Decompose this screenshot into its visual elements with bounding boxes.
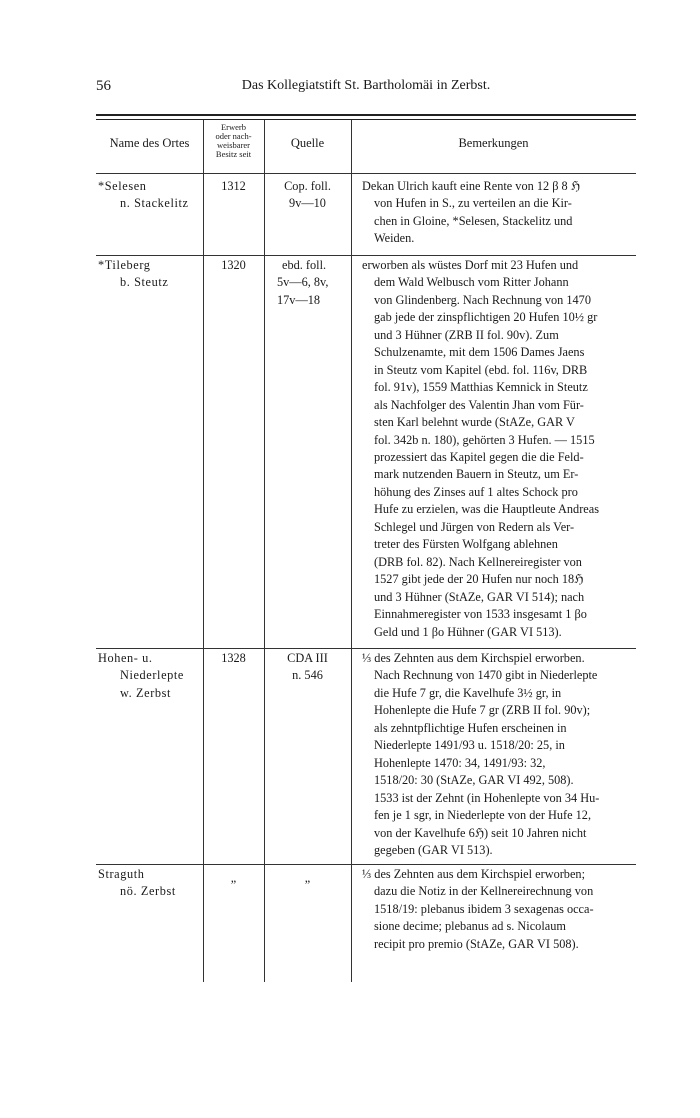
remark-line: fol. 342b n. 180), gehörten 3 Hufen. — 1515 bbox=[374, 432, 595, 447]
remark-line: Niederlepte 1491/93 u. 1518/20: 25, in bbox=[374, 738, 565, 753]
row-4-source bbox=[264, 870, 351, 887]
remark-line: fol. 91v), 1559 Matthias Kemnick in Steutz bbox=[374, 380, 588, 395]
remark-line: dem Wald Welbusch vom Ritter Johann bbox=[374, 275, 569, 290]
row-4-place bbox=[98, 866, 202, 901]
source-line: „ bbox=[304, 871, 311, 885]
page-number: 56 bbox=[96, 78, 111, 94]
remark-line: Einnahmeregister von 1533 insgesamt 1 βo bbox=[374, 607, 587, 622]
remark-line: als zehntpflichtige Hufen erscheinen in bbox=[374, 720, 567, 735]
remark-line: prozessiert das Kapitel gegen die die Feld- bbox=[374, 449, 584, 464]
place-name: Niederlepte bbox=[120, 668, 184, 683]
remark-line: Hohenlepte die Hufe 7 gr (ZRB II fol. 90v); bbox=[374, 703, 591, 718]
header-bottom-rule bbox=[96, 173, 636, 174]
source-line: 9v—10 bbox=[289, 196, 326, 211]
row-2-remarks bbox=[362, 257, 632, 641]
source-line: CDA III bbox=[287, 651, 328, 665]
remark-line: von Glindenberg. Nach Rechnung von 1470 bbox=[374, 292, 591, 307]
remark-line: Hufe zu erzielen, was die Hauptleute Andreas bbox=[374, 502, 600, 517]
row-3-bottom-rule bbox=[96, 864, 636, 865]
column-divider-2 bbox=[264, 120, 265, 982]
header-acquired-line: weisbarer bbox=[216, 140, 251, 150]
remark-line: treter des Fürsten Wolfgang ablehnen bbox=[374, 537, 558, 552]
header-acquired-line: Besitz seit bbox=[215, 149, 252, 159]
row-1-year: 1312 bbox=[221, 179, 246, 193]
remark-line: Schlegel und Jürgen von Redern als Ver- bbox=[374, 519, 575, 534]
remark-line: die Hufe 7 gr, die Kavelhufe 3½ gr, in bbox=[374, 685, 562, 700]
header-source: Quelle bbox=[290, 136, 325, 150]
remark-line: 1518/19: plebanus ibidem 3 sexagenas occa- bbox=[374, 901, 594, 916]
remark-line: und 3 Hühner (StAZe, GAR VI 514); nach bbox=[374, 589, 585, 604]
remark-line: als Nachfolger des Valentin Jhan vom Für- bbox=[374, 397, 584, 412]
remark-line: (DRB fol. 82). Nach Kellnereiregister von bbox=[374, 554, 582, 569]
remark-line: ⅓ des Zehnten aus dem Kirchspiel erworben; bbox=[362, 867, 585, 881]
row-2-year: 1320 bbox=[221, 258, 246, 272]
place-name: *Tileberg bbox=[98, 258, 151, 272]
row-1-bottom-rule bbox=[96, 255, 636, 256]
source-line: ebd. foll. bbox=[282, 258, 327, 272]
remark-line: 1518/20: 30 (StAZe, GAR VI 492, 508). bbox=[374, 773, 574, 788]
row-2-bottom-rule bbox=[96, 648, 636, 649]
remark-line: ⅓ des Zehnten aus dem Kirchspiel erworben. bbox=[362, 651, 585, 665]
remark-line: Geld und 1 βo Hühner (GAR VI 513). bbox=[374, 624, 562, 639]
remark-line: sten Karl belehnt wurde (StAZe, GAR V bbox=[374, 415, 575, 430]
source-line: Cop. foll. bbox=[284, 179, 331, 193]
row-3-source bbox=[264, 650, 351, 685]
column-divider-3 bbox=[351, 120, 352, 982]
row-3-remarks bbox=[362, 650, 632, 859]
place-name: Straguth bbox=[98, 867, 145, 881]
remark-line: recipit pro premio (StAZe, GAR VI 508). bbox=[374, 936, 579, 951]
row-1-remarks bbox=[362, 178, 632, 248]
remark-line: von der Kavelhufe 6ℌ) seit 10 Jahren nicht bbox=[374, 825, 587, 840]
row-4-year: „ bbox=[230, 871, 237, 885]
remark-line: Hohenlepte 1470: 34, 1491/93: 32, bbox=[374, 755, 546, 770]
source-line: 17v—18 bbox=[277, 292, 321, 307]
top-rule-thick bbox=[96, 114, 636, 116]
column-divider-1 bbox=[203, 120, 204, 982]
header-remarks: Bemerkungen bbox=[458, 136, 529, 150]
remark-line: erworben als wüstes Dorf mit 23 Hufen und bbox=[362, 258, 579, 272]
row-1-source bbox=[264, 178, 351, 213]
remark-line: 1527 gibt jede der 20 Hufen nur noch 18ℌ bbox=[374, 572, 584, 587]
header-acquired bbox=[203, 123, 264, 159]
row-2-source bbox=[277, 257, 351, 309]
remark-line: Dekan Ulrich kauft eine Rente von 12 β 8 ℌ bbox=[362, 179, 581, 193]
place-location: w. Zerbst bbox=[120, 685, 172, 700]
remark-line: dazu die Notiz in der Kellnereirechnung von bbox=[374, 884, 594, 899]
place-location: nö. Zerbst bbox=[120, 884, 176, 899]
header-acquired-line: Erwerb bbox=[220, 122, 246, 132]
row-1-place bbox=[98, 178, 202, 213]
remark-line: höhung des Zinses auf 1 altes Schock pro bbox=[374, 484, 578, 499]
header-acquired-line: oder nach- bbox=[215, 131, 252, 141]
remark-line: Nach Rechnung von 1470 gibt in Niederlepte bbox=[374, 668, 598, 683]
row-4-remarks bbox=[362, 866, 632, 953]
place-location: b. Steutz bbox=[120, 275, 169, 290]
source-line: n. 546 bbox=[292, 668, 323, 683]
remark-line: 1533 ist der Zehnt (in Hohenlepte von 34 Hu- bbox=[374, 790, 600, 805]
remark-line: und 3 Hühner (ZRB II fol. 90v). Zum bbox=[374, 327, 559, 342]
remark-line: von Hufen in S., zu verteilen an die Kir- bbox=[374, 196, 572, 211]
source-line: 5v—6, 8v, bbox=[277, 275, 329, 290]
remark-line: fen je 1 sgr, in Niederlepte von der Hufe 12, bbox=[374, 808, 592, 823]
row-3-place bbox=[98, 650, 202, 702]
row-2-place bbox=[98, 257, 202, 292]
place-name: Hohen- u. bbox=[98, 651, 153, 665]
row-3-year: 1328 bbox=[221, 651, 246, 665]
remark-line: chen in Gloine, *Selesen, Stackelitz und bbox=[374, 213, 573, 228]
running-title: Das Kollegiatstift St. Bartholomäi in Zerbst. bbox=[241, 78, 491, 93]
place-name: *Selesen bbox=[98, 179, 147, 193]
remark-line: gab jede der zinspflichtigen 20 Hufen 10½ gr bbox=[374, 310, 598, 325]
page-header bbox=[96, 78, 636, 98]
header-place-name: Name des Ortes bbox=[109, 136, 190, 150]
remark-line: Schulzenamte, mit dem 1506 Dames Jaens bbox=[374, 345, 585, 360]
remark-line: in Steutz vom Kapitel (ebd. fol. 116v, DRB bbox=[374, 362, 588, 377]
remark-line: gegeben (GAR VI 513). bbox=[374, 842, 493, 857]
remark-line: sione decime; plebanus ad s. Nicolaum bbox=[374, 919, 566, 934]
remark-line: mark nutzenden Bauern in Steutz, um Er- bbox=[374, 467, 579, 482]
remark-line: Weiden. bbox=[374, 231, 415, 246]
place-location: n. Stackelitz bbox=[120, 196, 189, 211]
top-rule-thin bbox=[96, 119, 636, 120]
